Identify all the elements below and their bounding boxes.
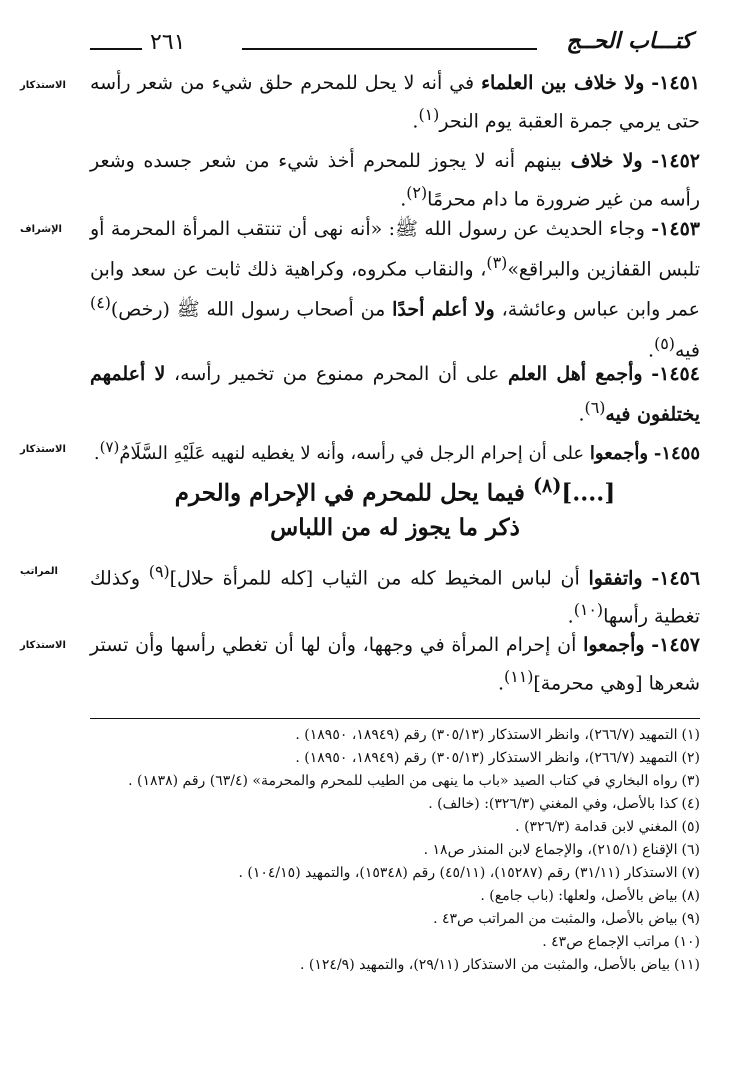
entry-tail: .: [412, 110, 419, 133]
entry-number: ١٤٥٤-: [651, 363, 700, 385]
footnote: [90, 885, 700, 908]
footnote: [90, 908, 700, 931]
entry-lead: وأجمعوا: [583, 634, 645, 656]
footnote-number: (٧): [681, 865, 700, 881]
entry-tail: .: [578, 403, 585, 426]
footnote-text: بياض بالأصل، والمثبت من المراتب ص٤٣ .: [433, 911, 678, 927]
footnote-text: الإقناع (٢١٥/١)، والإجماع لابن المنذر ص١٨ .: [423, 842, 678, 858]
footnote-number: (٥): [681, 819, 700, 835]
entry-lead: ولا خلاف: [570, 150, 643, 172]
heading-bracket: [....]: [561, 479, 616, 507]
footnote-ref: (٧): [99, 438, 120, 456]
footnote: [90, 747, 700, 770]
source-label: الإشراف: [20, 224, 62, 235]
heading-text: فيما يحل للمحرم في الإحرام والحرم: [174, 479, 525, 507]
footnote-text: التمهيد (٢٦٦/٧)، وانظر الاستذكار (٣٠٥/١٣) رقم (١٨٩٤٩، ١٨٩٥٠) .: [295, 727, 678, 743]
footnote-ref: (١٠): [573, 600, 604, 620]
footnote-number: (٨): [681, 888, 700, 904]
entry-tail: .: [567, 605, 574, 628]
entry-tail: .: [648, 338, 655, 361]
source-label: الاستذكار: [20, 640, 66, 651]
footnote-number: (١٠): [674, 934, 700, 950]
entry-text: في أنه لا يحل للمحرم حلق شيء من شعر رأسه حتى يرمي جمرة العقبة يوم النحر: [90, 72, 700, 133]
entry-text: وكذلك تغطية رأسها: [90, 567, 700, 628]
header-rule-left: [90, 48, 142, 50]
footnote-text: بياض بالأصل، والمثبت من الاستذكار (٢٩/١١)، والتمهيد (١٢٤/٩) .: [300, 957, 671, 973]
footnote: [90, 862, 700, 885]
entry-lead: واتفقوا: [588, 567, 643, 590]
entry-tail: .: [93, 443, 100, 464]
entry-bold: ولا أعلم أحدًا: [392, 298, 495, 321]
entry-text: فيه: [674, 338, 700, 361]
entry-text: أن إحرام المرأة في وجهها، وأن لها أن تغطي رأسها وأن تستر شعرها [وهي محرمة]: [90, 634, 700, 695]
footnote: [90, 839, 700, 862]
entry-text: وجاء الحديث عن رسول الله ﷺ: «أنه نهى أن تنتقب المرأة المحرمة أو تلبس القفازين والبراقع»: [90, 218, 700, 281]
footnote-text: مراتب الإجماع ص٤٣ .: [542, 934, 671, 950]
page-number: ٢٦١: [150, 30, 186, 55]
entry-text: ، والنقاب مكروه، وكراهية ذلك ثابت عن سعد وابن عمر وابن عباس وعائشة،: [90, 258, 700, 321]
entry-tail: .: [400, 188, 407, 211]
entry-number: ١٤٥٥-: [653, 443, 700, 464]
footnote-text: التمهيد (٢٦٦/٧)، وانظر الاستذكار (٣٠٥/١٣) رقم (١٨٩٤٩، ١٨٩٥٠) .: [295, 750, 678, 766]
source-label: الاستذكار: [20, 80, 66, 91]
footnote-text: المغني لابن قدامة (٣٢٦/٣) .: [515, 819, 678, 835]
footnote: [90, 724, 700, 747]
footnote-ref: (٩): [148, 562, 170, 581]
entry-lead: ولا خلاف بين العلماء: [481, 72, 645, 94]
entry-tail: .: [497, 672, 504, 695]
entry-text: من أصحاب رسول الله ﷺ (رخص): [110, 298, 386, 321]
entry-text: بينهم أنه لا يجوز للمحرم أخذ شيء من شعر جسده وشعر رأسه من غير ضرورة ما دام محرمًا: [90, 150, 700, 211]
subsection-heading: ذكر ما يجوز له من اللباس: [270, 514, 520, 541]
entry-1451: [90, 68, 700, 137]
book-title: كتـــاب الحــج: [566, 28, 692, 54]
entry-1454: [90, 358, 700, 431]
footnote-ref: (٢): [406, 183, 428, 202]
page-header: [90, 28, 692, 58]
entry-text: على أن إحرام الرجل في رأسه، وأنه لا يغطيه لنهيه عَلَيْهِ السَّلَامُ: [119, 443, 585, 464]
entry-1453: [90, 212, 700, 367]
footnote: [90, 793, 700, 816]
entry-number: ١٤٥٧-: [651, 634, 700, 656]
footnote: [90, 954, 700, 977]
entry-text: أن لباس المخيط كله من الثياب [كله للمرأة حلال]: [169, 567, 580, 590]
footnote-text: كذا بالأصل، وفي المغني (٣٢٦/٣): (خالف) .: [428, 796, 678, 812]
footnote-number: (٩): [681, 911, 700, 927]
entry-lead: وأجمع أهل العلم: [507, 363, 643, 385]
entry-1452: [90, 146, 700, 215]
footnote-number: (١١): [674, 957, 700, 973]
footnote-number: (٢): [681, 750, 700, 766]
footnote-text: بياض بالأصل، ولعلها: (باب جامع) .: [480, 888, 678, 904]
entry-number: ١٤٥٣-: [651, 218, 700, 240]
footnote-number: (٤): [681, 796, 700, 812]
source-label: المراتب: [20, 566, 58, 577]
header-rule-right: [242, 48, 537, 50]
section-heading: [90, 474, 700, 507]
footnote-number: (١): [681, 727, 700, 743]
footnote: [90, 816, 700, 839]
source-label: الاستذكار: [20, 444, 66, 455]
entry-1456: [90, 556, 700, 633]
footnote-ref: (٥): [654, 333, 675, 353]
entry-text: على أن المحرم ممنوع من تخمير رأسه،: [174, 363, 500, 385]
entry-number: ١٤٥١-: [651, 72, 700, 94]
footnote: [90, 770, 700, 793]
entry-1455: [90, 432, 700, 469]
footnote: [90, 931, 700, 954]
footnote-text: رواه البخاري في كتاب الصيد «باب ما ينهى من الطيب للمحرم والمحرمة» (٦٣/٤) رقم (١٨٣٨) .: [128, 773, 678, 789]
footnote-ref: (١١): [504, 667, 534, 686]
entry-number: ١٤٥٢-: [651, 150, 701, 172]
footnote-divider: [90, 718, 700, 719]
footnote-ref: (١): [418, 105, 440, 124]
entry-bold: لا أعلمهم يختلفون فيه: [90, 363, 700, 426]
footnote-ref: (٨): [532, 474, 562, 497]
footnote-number: (٣): [681, 773, 700, 789]
entry-1457: [90, 630, 700, 699]
footnote-text: الاستذكار (٣١/١١) رقم (١٥٢٨٧)، (٤٥/١١) رقم (١٥٣٤٨)، والتمهيد (١٠٤/١٥) .: [238, 865, 678, 881]
footnote-ref: (٦): [584, 398, 606, 417]
entry-lead: وأجمعوا: [589, 443, 649, 464]
footnotes: [90, 724, 700, 977]
entry-number: ١٤٥٦-: [651, 567, 701, 590]
footnote-ref: (٤): [90, 293, 111, 313]
footnote-ref: (٣): [486, 253, 508, 272]
footnote-number: (٦): [681, 842, 700, 858]
